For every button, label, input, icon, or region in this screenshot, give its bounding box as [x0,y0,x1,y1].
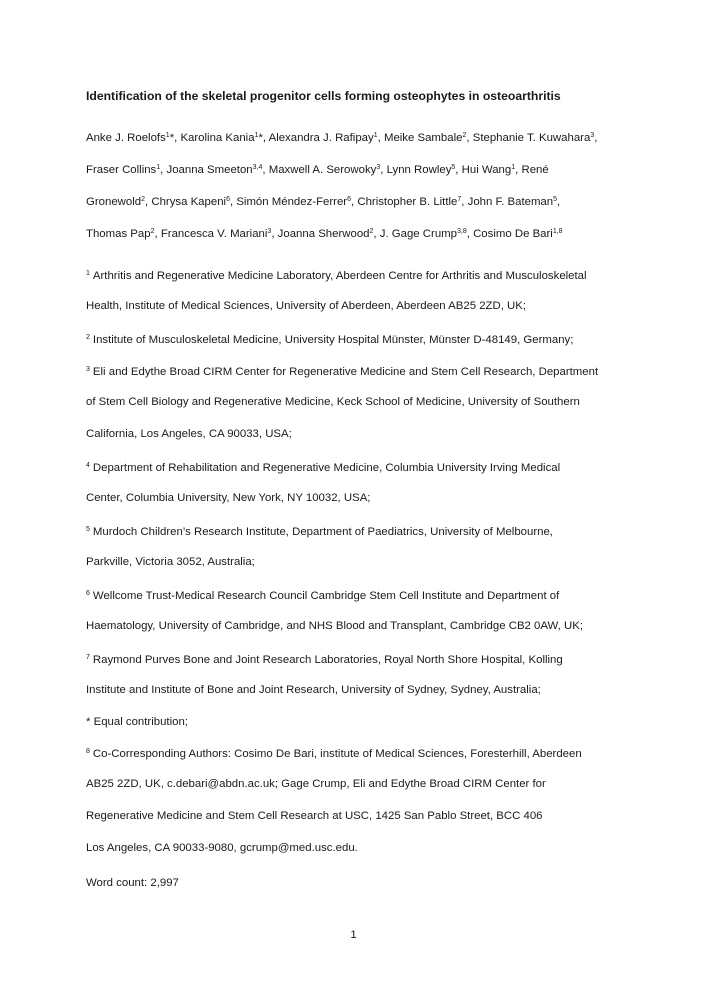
author-affiliation-mark: 3,8 [456,228,467,235]
author-name: Chrysa Kapeni [151,196,227,208]
page-number: 1 [350,929,357,941]
affiliation-3-cont: California, Los Angeles, CA 90033, USA; [86,428,292,440]
author-name: Thomas Pap [86,228,151,240]
affiliation-6: $^6$ Wellcome Trust-Medical Research Council Cambridge Stem Cell Institute and Department of [86,590,560,602]
author-affiliation-mark: 1,8 [552,228,563,235]
affiliation-1: $^1$ Arthritis and Regenerative Medicine Laboratory, Aberdeen Centre for Arthritis and Musculoskeletal [86,270,587,282]
author-affiliation-mark: 7 [457,196,462,203]
affiliation-4-cont: Center, Columbia University, New York, NY 10032, USA; [86,492,371,504]
author-name: Cosimo De Bari [473,228,553,240]
author-affiliation-mark: 6 [347,196,351,203]
author-name: Meike Sambale [383,132,463,144]
author-affiliation-mark: 6 [226,196,230,203]
affiliation-3-cont: of Stem Cell Biology and Regenerative Medicine, Keck School of Medicine, University of Southern [86,396,580,408]
paper-title: Identification of the skeletal progenitor cells forming osteophytes in osteoarthritis [86,89,561,103]
author-line: Thomas Pap$^2$, Francesca V. Mariani$^3$, Joanna Sherwood$^2$, J. Gage Crump$^{3,8}$, Cosimo De Bari$^{1,8}$ [86,228,563,240]
affiliation-3: $^3$ Eli and Edythe Broad CIRM Center for Regenerative Medicine and Stem Cell Research, Department [86,366,599,378]
author-affiliation-mark: 1 [373,132,378,139]
affiliation-7: $^7$ Raymond Purves Bone and Joint Research Laboratories, Royal North Shore Hospital, Kolling [86,654,563,666]
affiliation-7-cont: Institute and Institute of Bone and Joint Research, University of Sydney, Sydney, Australia; [86,684,541,696]
corresponding-authors-cont: Regenerative Medicine and Stem Cell Research at USC, 1425 San Pablo Street, BCC 406 [86,810,543,822]
author-affiliation-mark: 3 [267,228,272,235]
author-name: Anke J. Roelofs [86,132,166,144]
corresponding-authors-cont: AB25 2ZD, UK, c.debari@abdn.ac.uk; Gage Crump, Eli and Edythe Broad CIRM Center for [86,778,546,790]
author-affiliation-mark: 1 [165,132,170,139]
corresponding-authors: $^8$ Co-Corresponding Authors: Cosimo De Bari, institute of Medical Sciences, Foresterhill, Aberdeen [86,748,582,760]
author-line: Anke J. Roelofs$^1$*, Karolina Kania$^1$*, Alexandra J. Rafipay$^1$, Meike Sambale$^2$, Stephanie T. Kuwahara$^3$, [86,132,598,144]
author-affiliation-mark: 3,4 [252,164,263,171]
author-name-part: René [521,164,549,176]
equal-contribution-note: * Equal contribution; [86,716,188,728]
author-name: J. Gage Crump [379,228,457,240]
affiliation-2: $^2$ Institute of Musculoskeletal Medicine, University Hospital Münster, Münster D-48149, Germany; [86,334,574,346]
author-name: Christopher B. Little [357,196,458,208]
author-affiliation-mark: 2 [462,132,467,139]
author-name: Francesca V. Mariani [160,228,268,240]
author-affiliation-mark: 2 [369,228,374,235]
author-name: Joanna Sherwood [277,228,370,240]
author-name: Alexandra J. Rafipay [268,132,374,144]
author-line: Gronewold$^2$, Chrysa Kapeni$^6$, Simón Méndez-Ferrer$^6$, Christopher B. Little$^7$, John F. Bateman$^5$, [86,196,561,208]
author-affiliation-mark: 1 [511,164,516,171]
author-name: Lynn Rowley [386,164,452,176]
author-affiliation-mark: 1 [254,132,259,139]
author-name: Fraser Collins [86,164,157,176]
author-affiliation-mark: 2 [150,228,155,235]
affiliation-5: $^5$ Murdoch Children’s Research Institute, Department of Paediatrics, University of Melbourne, [86,526,553,538]
word-count: Word count: 2,997 [86,877,179,889]
author-name: Stephanie T. Kuwahara [472,132,591,144]
author-affiliation-mark: 1 [156,164,161,171]
affiliation-4: $^4$ Department of Rehabilitation and Regenerative Medicine, Columbia University Irving Medical [86,462,561,474]
author-affiliation-mark: 3 [590,132,595,139]
author-affiliation-mark: 5 [451,164,456,171]
author-name-part: Gronewold [86,196,142,208]
author-affiliation-mark: 2 [141,196,145,203]
affiliation-1-cont: Health, Institute of Medical Sciences, University of Aberdeen, Aberdeen AB25 2ZD, UK; [86,300,527,312]
author-name: Karolina Kania [180,132,255,144]
author-line: Fraser Collins$^1$, Joanna Smeeton$^{3,4}$, Maxwell A. Serowoky$^3$, Lynn Rowley$^5$, Hui Wang$^1$, René [86,164,549,176]
author-affiliation-mark: 3 [376,164,381,171]
author-name: Hui Wang [461,164,512,176]
author-affiliation-mark: 5 [553,196,558,203]
author-name: Joanna Smeeton [166,164,253,176]
author-name: Simón Méndez-Ferrer [236,196,348,208]
affiliation-5-cont: Parkville, Victoria 3052, Australia; [86,556,255,568]
author-name: Maxwell A. Serowoky [268,164,377,176]
affiliation-6-cont: Haematology, University of Cambridge, and NHS Blood and Transplant, Cambridge CB2 0AW, UK; [86,620,583,632]
author-name: John F. Bateman [467,196,554,208]
corresponding-authors-cont: Los Angeles, CA 90033-9080, gcrump@med.usc.edu. [86,842,358,854]
